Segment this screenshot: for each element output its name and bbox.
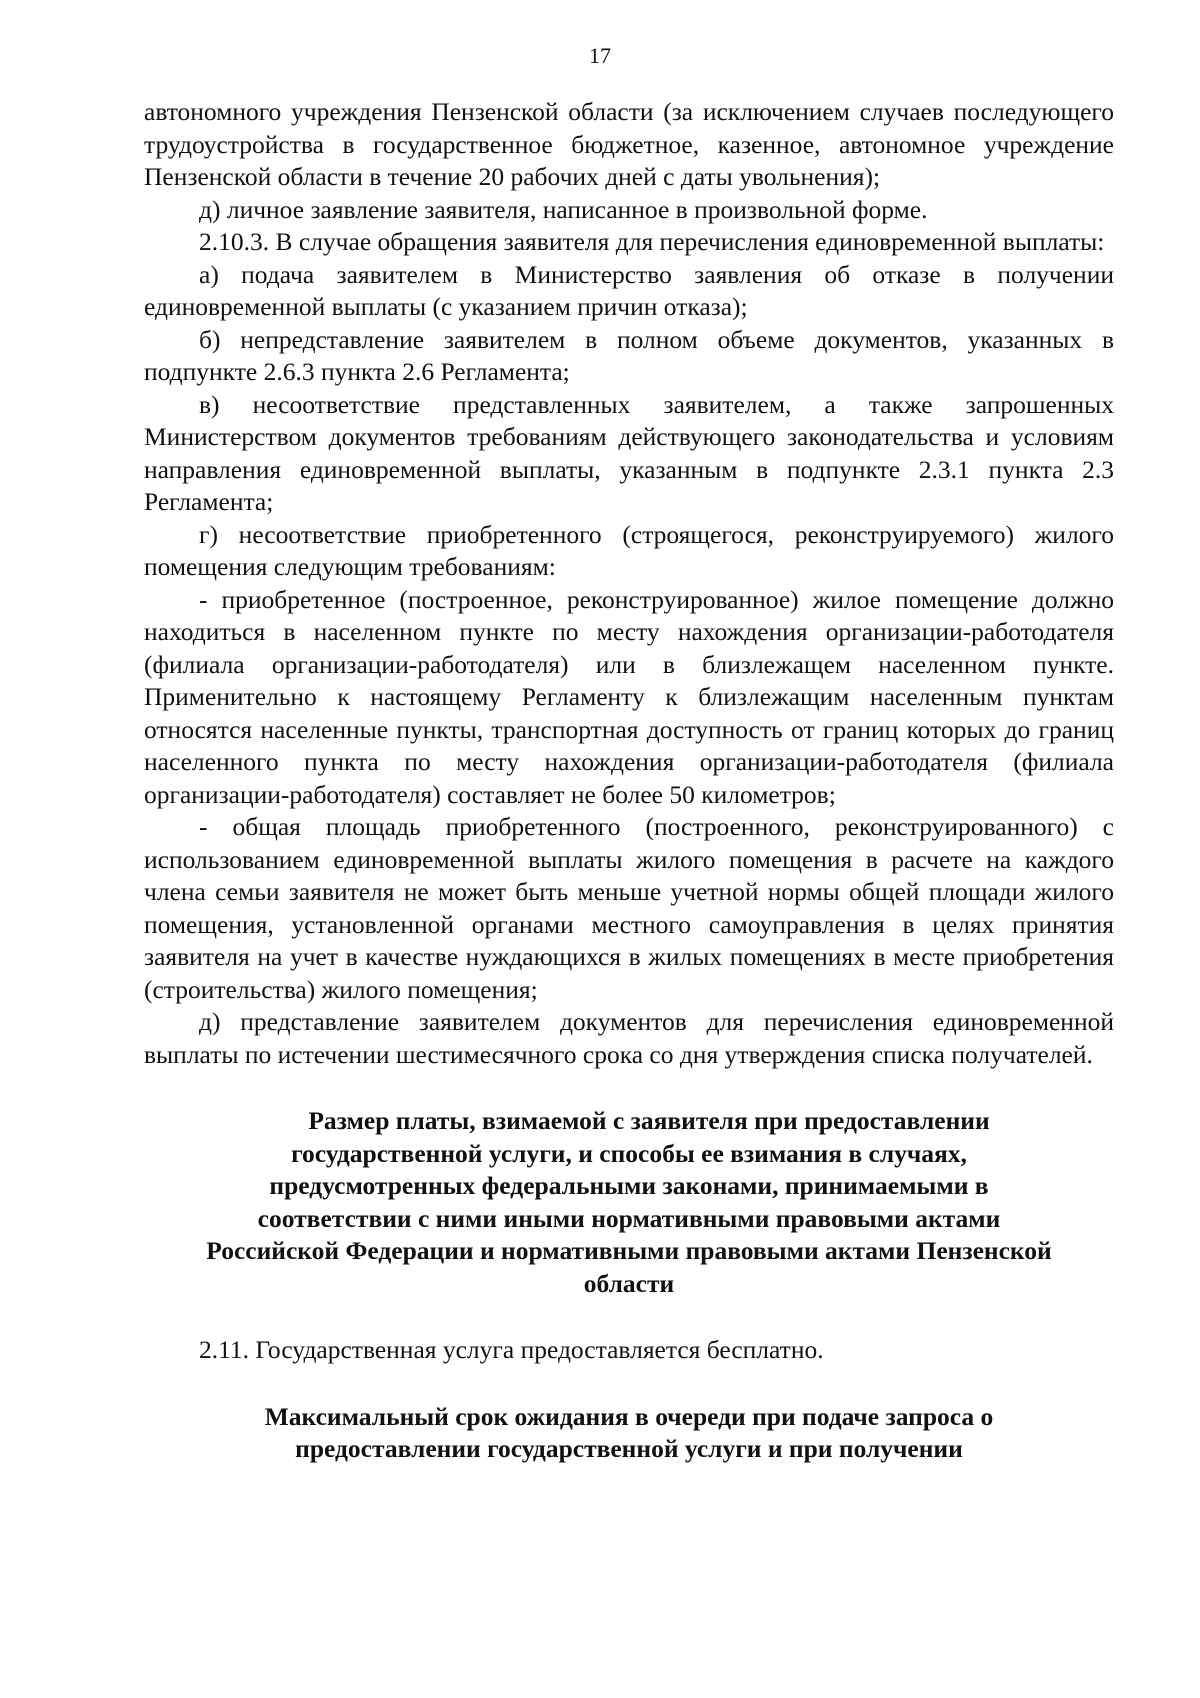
paragraph-2-11: 2.11. Государственная услуга предоставляется бесплатно. xyxy=(199,1335,824,1364)
paragraph-2-10-3: 2.10.3. В случае обращения заявителя для перечисления единовременной выплаты: xyxy=(199,227,1105,256)
paragraph-item-v: в) несоответствие представленных заявителем, а также запрошенных Министерством документов требованиям действующего законодательства и условиям направления единовременной выплаты, указанным в подпункте 2.3.1 пункта 2.3 Регламента; xyxy=(144,389,1114,516)
section-heading-waiting-time: Максимальный срок ожидания в очереди при подаче запроса о предоставлении государственной услуги и при получении xyxy=(264,1401,994,1463)
page-number: 17 xyxy=(589,43,611,68)
paragraph-dash-location: - приобретенное (построенное, реконструированное) жилое помещение должно находиться в населенном пункте по месту нахождения организации-работодателя (филиала организации-работодателя) или в близлежащем населенном пункте. Применительно к настоящему Регламенту к близлежащим населенным пунктам относятся населенные пункты, транспортная доступность от границ которых до границ населенного пункта по месту нахождения организации-работодателя (филиала организации-работодателя) составляет не более 50 километров; xyxy=(144,584,1114,809)
paragraph-item-b: б) непредставление заявителем в полном объеме документов, указанных в подпункте 2.6.3 пункта 2.6 Регламента; xyxy=(144,324,1114,386)
document-body xyxy=(144,96,1114,1466)
section-heading-fee: Размер платы, взимаемой с заявителя при предоставлении государственной услуги, и способы ее взимания в случаях, предусмотренных федеральными законами, принимаемыми в соответствии с ними иными нормативными правовыми актами Российской Федерации и нормативными правовыми актами Пензенской области xyxy=(206,1106,1052,1298)
paragraph-item-d-application: д) личное заявление заявителя, написанное в произвольной форме. xyxy=(199,194,928,224)
paragraph-continuation: автономного учреждения Пензенской области (за исключением случаев последующего трудоустройства в государственное бюджетное, казенное, автономное учреждение Пензенской области в течение 20 рабочих дней с даты увольнения); xyxy=(144,97,1114,191)
paragraph-item-d-deadline: д) представление заявителем документов для перечисления единовременной выплаты по истечении шестимесячного срока со дня утверждения списка получателей. xyxy=(144,1007,1114,1069)
paragraph-item-g: г) несоответствие приобретенного (строящегося, реконструируемого) жилого помещения следующим требованиям: xyxy=(144,519,1114,581)
paragraph-item-a: а) подача заявителем в Министерство заявления об отказе в получении единовременной выплаты (с указанием причин отказа); xyxy=(144,259,1114,321)
paragraph-dash-area: - общая площадь приобретенного (построенного, реконструированного) с использованием единовременной выплаты жилого помещения в расчете на каждого члена семьи заявителя не может быть меньше учетной нормы общей площади жилого помещения, установленной органами местного самоуправления в целях принятия заявителя на учет в качестве нуждающихся в жилых помещениях в месте приобретения (строительства) жилого помещения; xyxy=(144,812,1114,1004)
